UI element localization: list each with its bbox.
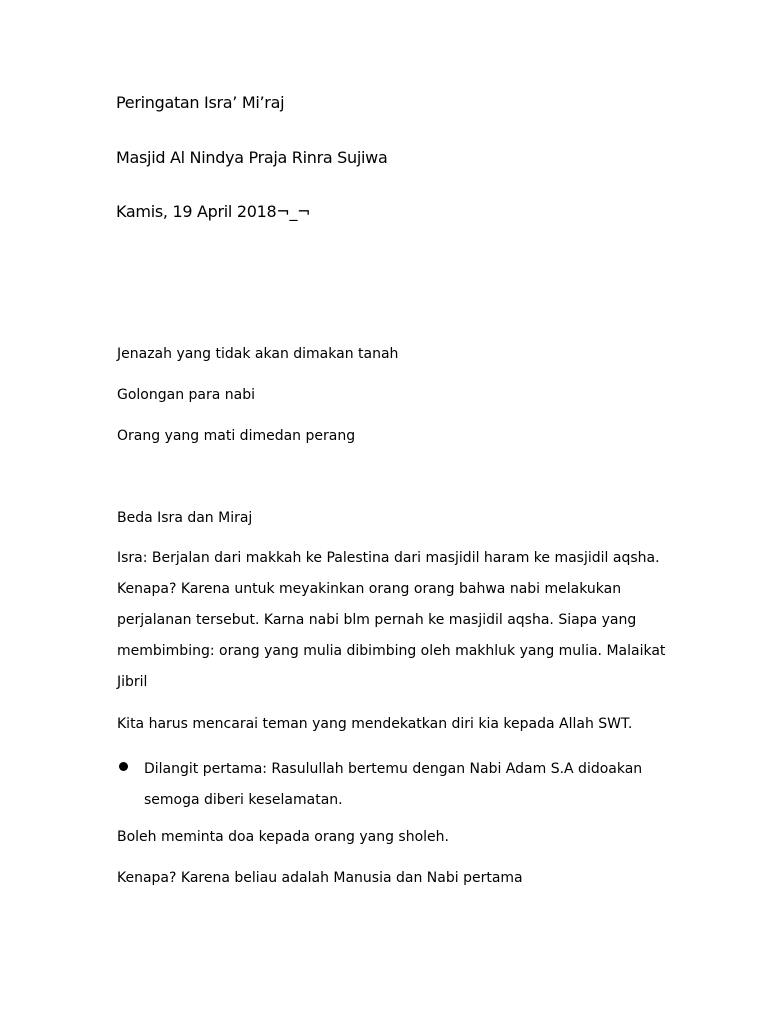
bullet-dot-icon <box>119 762 128 771</box>
teman-paragraph: Kita harus mencarai teman yang mendekatkan diri kia kepada Allah SWT. <box>117 716 633 732</box>
beda-heading: Beda Isra dan Miraj <box>117 510 253 526</box>
event-title: Peringatan Isra’ Mi’raj <box>116 93 285 112</box>
jenazah-item-perang: Orang yang mati dimedan perang <box>117 428 356 444</box>
isra-paragraph: Isra: Berjalan dari makkah ke Palestina dari masjidil haram ke masjidil aqsha. Kenapa? Karena untuk meyakinkan orang orang bahwa nabi melakukan perjalanan tersebut. Karna nabi blm pernah ke masjidil aqsha. Siapa yang membimbing: orang yang mulia dibimbing oleh makhluk yang mulia. Malaikat Jibril <box>117 550 666 690</box>
jenazah-item-nabi: Golongan para nabi <box>117 387 256 403</box>
event-date: Kamis, 19 April 2018¬_¬ <box>116 202 311 221</box>
kenapa-paragraph: Kenapa? Karena beliau adalah Manusia dan Nabi pertama <box>117 870 523 886</box>
bullet-text: Dilangit pertama: Rasulullah bertemu dengan Nabi Adam S.A didoakan semoga diberi keselamatan. <box>144 761 643 808</box>
doa-paragraph: Boleh meminta doa kepada orang yang sholeh. <box>117 829 449 845</box>
venue-name: Masjid Al Nindya Praja Rinra Sujiwa <box>116 148 388 167</box>
jenazah-heading: Jenazah yang tidak akan dimakan tanah <box>117 346 399 362</box>
